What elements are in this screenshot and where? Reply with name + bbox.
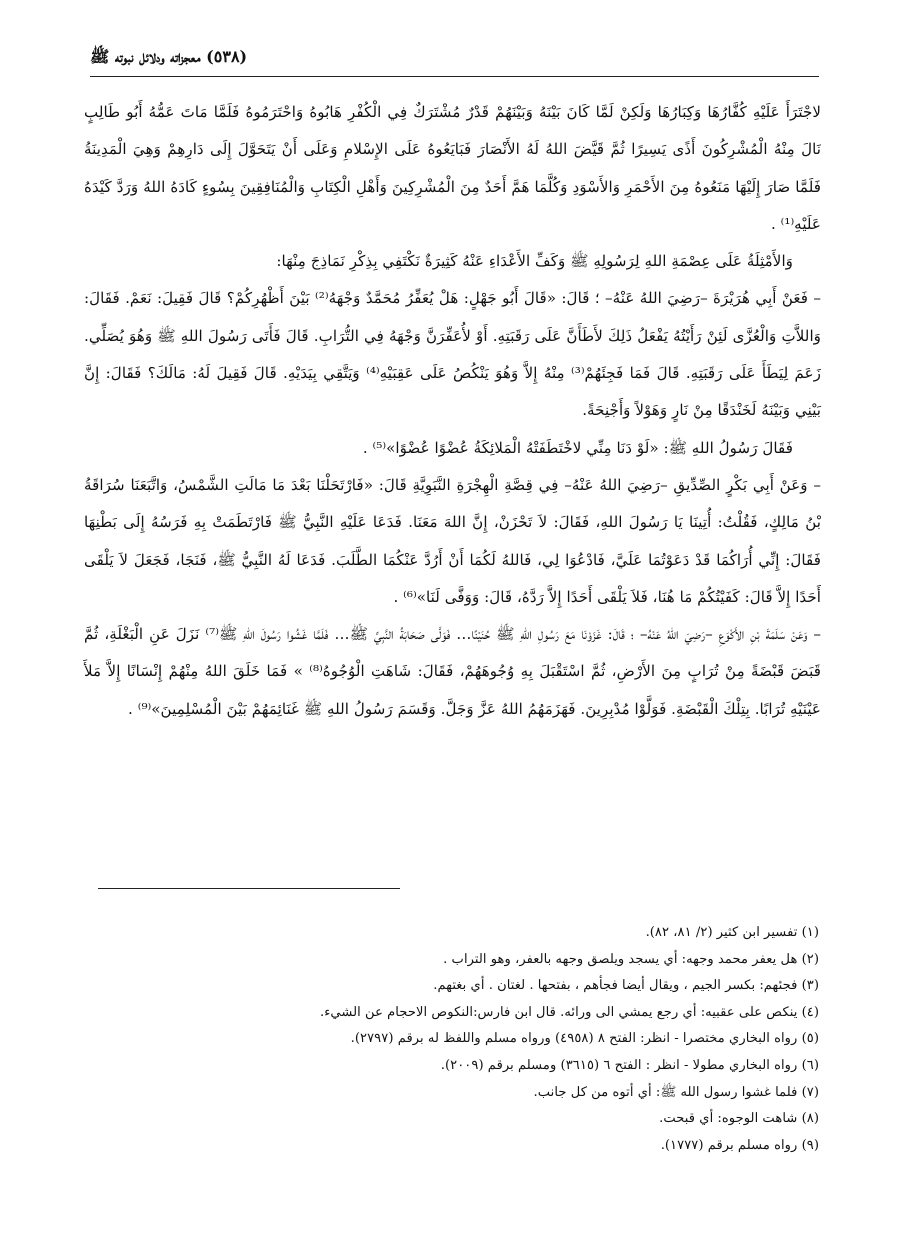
- main-text: [84, 94, 821, 728]
- footnotes: [100, 920, 819, 1159]
- footnote-divider: [98, 888, 400, 889]
- footnote: (٥) رواه البخاري مختصرا - انظر: الفتح ٨ (٤٩٥٨) ورواه مسلم واللفظ له برقم (٢٧٩٧).: [350, 1031, 819, 1047]
- paragraph: وَالأَمْثِلَةُ عَلَى عِصْمَةِ اللهِ لِرَسُولِهِ ﷺ وَكَفِّ الأَعْدَاءِ عَنْهُ كَثِيرَةٌ نَكْتَفِي بِذِكْرِ نَمَاذِجَ مِنْهَا:: [276, 252, 793, 271]
- page-header: [90, 40, 819, 77]
- footnote: (٩) رواه مسلم برقم (١٧٧٧).: [660, 1137, 819, 1153]
- running-title: (٥٣٨) معجزاته ودلائل نبوته ﷺ: [90, 46, 248, 66]
- footnote: (٤) ينكص على عقبيه: أي رجع يمشي الى ورائه. قال ابن فارس:النكوص الاحجام عن الشيء.: [320, 1004, 819, 1020]
- footnote: (٣) فجئهم: بكسر الجيم ، ويقال أيضا فجأهم ، بفتحها . لغتان . أي بغتهم.: [433, 978, 819, 994]
- footnote: (٢) هل يعفر محمد وجهه: أي يسجد ويلصق وجهه بالعفر، وهو التراب .: [443, 951, 819, 967]
- paragraph: لاجْتَرَأَ عَلَيْهِ كُفَّارُهَا وَكِبَارُهَا وَلَكِنْ لَمَّا كَانَ بَيْنَهُ وَبَيْنَهُمْ قَدْرٌ مُشْتَرَكٌ فِي الْكُفْرِ هَابُوهُ وَاحْتَرَمُوهُ فَلَمَّا مَاتَ عَمُّهُ أَبُو طَالِبٍ نَالَ مِنْهُ الْمُشْرِكُونَ أَذًى يَسِيرًا ثُمَّ قَيَّضَ اللهُ لَهُ الأَنْصَارَ فَبَايَعُوهُ عَلَى الإِسْلامِ وَعَلَى أَنْ يَتَحَوَّلَ إِلَى دَارِهِمْ وَهِيَ الْمَدِينَةُ فَلَمَّا صَارَ إِلَيْهَا مَنَعُوهُ مِنَ الأَحْمَرِ وَالأَسْوَدِ وَكُلَّمَا هَمَّ أَحَدٌ مِنَ الْمُشْرِكِينَ وَأَهْلِ الْكِتَابِ وَالْمُنَافِقِينَ بِسُوءٍ كَادَهُ اللهُ وَرَدَّ كَيْدَهُ عَلَيْهِ⁽¹⁾ .: [84, 103, 821, 233]
- footnote: (٦) رواه البخاري مطولا - انظر : الفتح ٦ (٣٦١٥) ومسلم برقم (٢٠٠٩).: [440, 1057, 819, 1073]
- paragraph: – فَعَنْ أَبِي هُرَيْرَةَ –رَضِيَ اللهُ عَنْهُ– ؛ قَالَ: «قَالَ أَبُو جَهْلٍ: هَلْ يُعَفِّرُ مُحَمَّدٌ وَجْهَهُ⁽²⁾ بَيْنَ أَظْهُرِكُمْ؟ قَالَ فَقِيلَ: نَعَمْ. فَقَالَ: وَاللاَّتِ وَالْعُزَّى لَئِنْ رَأَيْتُهُ يَفْعَلُ ذَلِكَ لأَطَأَنَّ عَلَى رَقَبَتِهِ. أَوْ لأُعَفِّرَنَّ وَجْهَهُ فِي التُّرَابِ. قَالَ فَأَتَى رَسُولَ اللهِ ﷺ وَهُوَ يُصَلِّي. زَعَمَ لِيَطَأَ عَلَى رَقَبَتِهِ. قَالَ فَمَا فَجِئَهُمْ⁽³⁾ مِنْهُ إِلاَّ وَهُوَ يَنْكُصُ عَلَى عَقِبَيْهِ⁽⁴⁾ وَيَتَّقِي بِيَدَيْهِ. قَالَ فَقِيلَ لَهُ: مَالَكَ؟ فَقَالَ: إِنَّ بَيْنِي وَبَيْنَهُ لَخَنْدَقًا مِنْ نَارٍ وَهَوْلاً وَأَجْنِحَةً.: [84, 289, 822, 420]
- footnote: (٨) شاهت الوجوه: أي قبحت.: [659, 1111, 819, 1127]
- paragraph: – وَعَنْ أَبِي بَكْرٍ الصِّدِّيقِ –رَضِيَ اللهُ عَنْهُ– فِي قِصَّةِ الْهِجْرَةِ النَّبَوِيَّةِ قَالَ: «فَارْتَحَلْنَا بَعْدَ مَا مَالَتِ الشَّمْسُ، وَاتَّبَعَنَا سُرَاقَةُ بْنُ مَالِكٍ، فَقُلْتُ: أُتِينَا يَا رَسُولَ اللهِ، فَقَالَ: لاَ تَحْزَنْ، إِنَّ اللهَ مَعَنَا. فَدَعَا عَلَيْهِ النَّبِيُّ ﷺ فَارْتَطَمَتْ بِهِ فَرَسُهُ إِلَى بَطْنِهَا فَقَالَ: إِنِّي أُرَاكُمَا قَدْ دَعَوْتُمَا عَلَيَّ، فَادْعُوَا لِي، فَاللهُ لَكُمَا أَنْ أَرُدَّ عَنْكُمَا الطَّلَبَ. فَدَعَا لَهُ النَّبِيُّ ﷺ، فَنَجَا، فَجَعَلَ لاَ يَلْقَى أَحَدًا إِلاَّ قَالَ: كَفَيْتُكُمْ مَا هُنَا، فَلاَ يَلْقَى أَحَدًا إِلاَّ رَدَّهُ، قَالَ: وَوَفَّى لَنَا»⁽⁶⁾ .: [84, 475, 821, 606]
- footnote: (١) تفسير ابن كثير (٢/ ٨١، ٨٢).: [645, 925, 819, 940]
- paragraph: – وَعَنْ سَلَمَةَ بْنِ الأَكْوَعِ –رَضِيَ اللهُ عَنْهُ– ؛ قَالَ: غَزَوْنَا مَعَ رَسُولِ اللهِ ﷺ حُنَيْنًا… فَوَلَّى صَحَابَةُ النَّبِيِّ ﷺ… فَلَمَّا غَشُوا رَسُولَ اللهِ ﷺ⁽⁷⁾ نَزَلَ عَنِ الْبَغْلَةِ، ثُمَّ قَبَضَ قَبْضَةً مِنْ تُرَابٍ مِنَ الأَرْضِ، ثُمَّ اسْتَقْبَلَ بِهِ وُجُوهَهُمْ، فَقَالَ: شَاهَتِ الْوُجُوهُ⁽⁸⁾ » فَمَا خَلَقَ اللهُ مِنْهُمْ إِنْسَانًا إِلاَّ مَلأَ عَيْنَيْهِ تُرَابًا. بِتِلْكَ الْقَبْضَةِ. فَوَلَّوْا مُدْبِرِينَ. فَهَزَمَهُمُ اللهُ عَزَّ وَجَلَّ. وَقَسَمَ رَسُولُ اللهِ ﷺ غَنَائِمَهُمْ بَيْنَ الْمُسْلِمِينَ»⁽⁹⁾ .: [84, 625, 822, 718]
- footnote: (٧) فلما غشوا رسول الله ﷺ: أي أتوه من كل جانب.: [533, 1084, 819, 1100]
- paragraph: فَقَالَ رَسُولُ اللهِ ﷺ: «لَوْ دَنَا مِنِّي لاخْتَطَفَتْهُ الْمَلائِكَةُ عُضْوًا عُضْوًا»⁽⁵⁾ .: [362, 438, 793, 457]
